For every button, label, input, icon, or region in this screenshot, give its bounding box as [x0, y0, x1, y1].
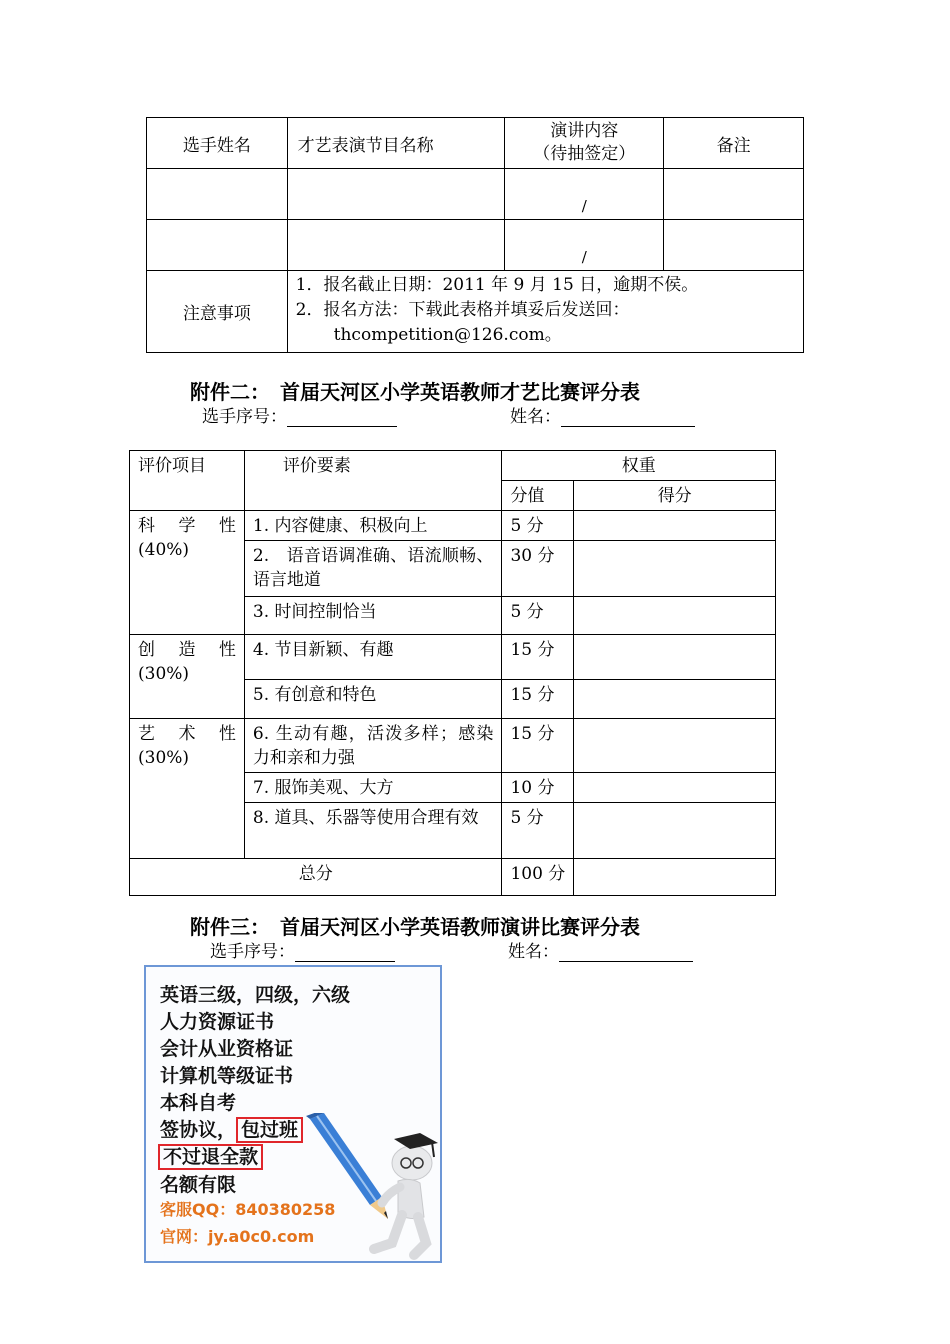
table-row [130, 719, 776, 773]
name-blank [559, 945, 693, 962]
note-deadline: 1．报名截止日期：2011 年 9 月 15 日，逾期不侯。 [295, 275, 699, 295]
total-row [130, 859, 776, 896]
category-pct: (30%) [138, 748, 190, 768]
score-input-cell[interactable] [574, 803, 776, 859]
header-talent-program: 才艺表演节目名称 [287, 118, 505, 169]
ad-qq: 客服QQ：840380258 [160, 1200, 336, 1219]
table-row [147, 220, 804, 271]
appendix2-name-line [510, 402, 695, 427]
criterion: 5. 有创意和特色 [244, 680, 502, 719]
criterion-score: 15 分 [502, 680, 574, 719]
ad-line: 人力资源证书 [160, 1011, 275, 1033]
criterion-score: 30 分 [502, 541, 574, 597]
name-label: 姓名： [510, 407, 561, 427]
category-creativity [130, 635, 245, 719]
score-input-cell[interactable] [574, 680, 776, 719]
cell-slash: / [505, 169, 664, 220]
header-score-got: 得分 [574, 481, 776, 511]
header-contestant-name: 选手姓名 [147, 118, 288, 169]
appendix2-title: 附件二： 首届天河区小学英语教师才艺比赛评分表 [190, 380, 640, 404]
ad-line: 会计从业资格证 [160, 1038, 294, 1060]
score-input-cell[interactable] [574, 635, 776, 680]
header-eval-elements: 评价要素 [244, 451, 502, 511]
table-header-row [147, 118, 804, 169]
appendix3-title: 附件三： 首届天河区小学英语教师演讲比赛评分表 [190, 915, 640, 939]
mascot-illustration [302, 1113, 442, 1263]
scoring-header-row [130, 451, 776, 481]
ad-line-agreement [160, 1115, 303, 1142]
criterion-score: 15 分 [502, 719, 574, 773]
notes-label: 注意事项 [147, 271, 288, 353]
appendix3-seq-line [210, 937, 395, 962]
name-label: 姓名： [508, 942, 559, 962]
criterion-score: 5 分 [502, 511, 574, 541]
criterion: 2. 语音语调准确、语流顺畅、语言地道 [244, 541, 502, 597]
criterion: 4. 节目新颖、有趣 [244, 635, 502, 680]
seq-blank [295, 945, 395, 962]
scoring-table [129, 450, 776, 896]
ad-line: 英语三级，四级，六级 [160, 984, 351, 1006]
criterion: 6. 生动有趣，活泼多样；感染力和亲和力强 [244, 719, 502, 773]
header-weight: 权重 [502, 451, 776, 481]
total-label: 总分 [130, 859, 502, 896]
appendix2-seq-line [202, 402, 397, 427]
criterion: 3. 时间控制恰当 [244, 597, 502, 635]
ad-line-refund [158, 1142, 263, 1169]
note-method: 2．报名方法：下载此表格并填妥后发送回： [295, 300, 630, 320]
criterion: 1. 内容健康、积极向上 [244, 511, 502, 541]
seq-blank [287, 410, 397, 427]
cell-slash: / [505, 220, 664, 271]
note-email[interactable]: thcompetition@126.com。 [333, 325, 562, 345]
notes-row [147, 271, 804, 353]
score-input-cell[interactable] [574, 597, 776, 635]
category-name: 创 造 性 [138, 640, 236, 660]
cell [147, 220, 288, 271]
score-input-cell[interactable] [574, 719, 776, 773]
table-row [130, 635, 776, 680]
table-row [147, 169, 804, 220]
criterion-score: 5 分 [502, 597, 574, 635]
ad-banner[interactable] [144, 965, 442, 1263]
category-pct: (30%) [138, 664, 190, 684]
ad-agreement-text: 签协议， [160, 1119, 237, 1141]
cell [147, 169, 288, 220]
category-name: 艺 术 性 [138, 724, 236, 744]
category-pct: (40%) [138, 540, 190, 560]
criterion: 7. 服饰美观、大方 [244, 773, 502, 803]
total-input-cell[interactable] [574, 859, 776, 896]
ad-line: 名额有限 [160, 1174, 237, 1196]
ad-website[interactable]: 官网：jy.a0c0.com [160, 1227, 315, 1246]
header-speech-content [505, 118, 664, 169]
ad-line: 计算机等级证书 [160, 1065, 294, 1087]
cell [287, 169, 505, 220]
ad-refund-box: 不过退全款 [158, 1144, 263, 1170]
mascot-figure-icon [374, 1133, 438, 1255]
table-row [130, 511, 776, 541]
header-score-value: 分值 [502, 481, 574, 511]
name-blank [561, 410, 695, 427]
speech-content-label: 演讲内容 [550, 121, 619, 141]
criterion-score: 10 分 [502, 773, 574, 803]
score-input-cell[interactable] [574, 541, 776, 597]
category-name: 科 学 性 [138, 516, 236, 536]
header-eval-item: 评价项目 [130, 451, 245, 511]
registration-table [146, 117, 804, 353]
appendix3-name-line [508, 937, 693, 962]
header-remarks: 备注 [664, 118, 804, 169]
criterion: 8. 道具、乐器等使用合理有效 [244, 803, 502, 859]
seq-label: 选手序号： [210, 942, 295, 962]
criterion-score: 15 分 [502, 635, 574, 680]
category-art [130, 719, 245, 859]
ad-guarantee-box: 包过班 [236, 1117, 303, 1143]
cell [287, 220, 505, 271]
score-input-cell[interactable] [574, 773, 776, 803]
ad-line: 本科自考 [160, 1092, 237, 1114]
score-input-cell[interactable] [574, 511, 776, 541]
notes-content [287, 271, 803, 353]
category-science [130, 511, 245, 635]
cell [664, 220, 804, 271]
cell [664, 169, 804, 220]
seq-label: 选手序号： [202, 407, 287, 427]
speech-content-sub: （待抽签定） [533, 144, 636, 164]
total-score: 100 分 [502, 859, 574, 896]
criterion-score: 5 分 [502, 803, 574, 859]
pencil-icon [306, 1113, 388, 1219]
